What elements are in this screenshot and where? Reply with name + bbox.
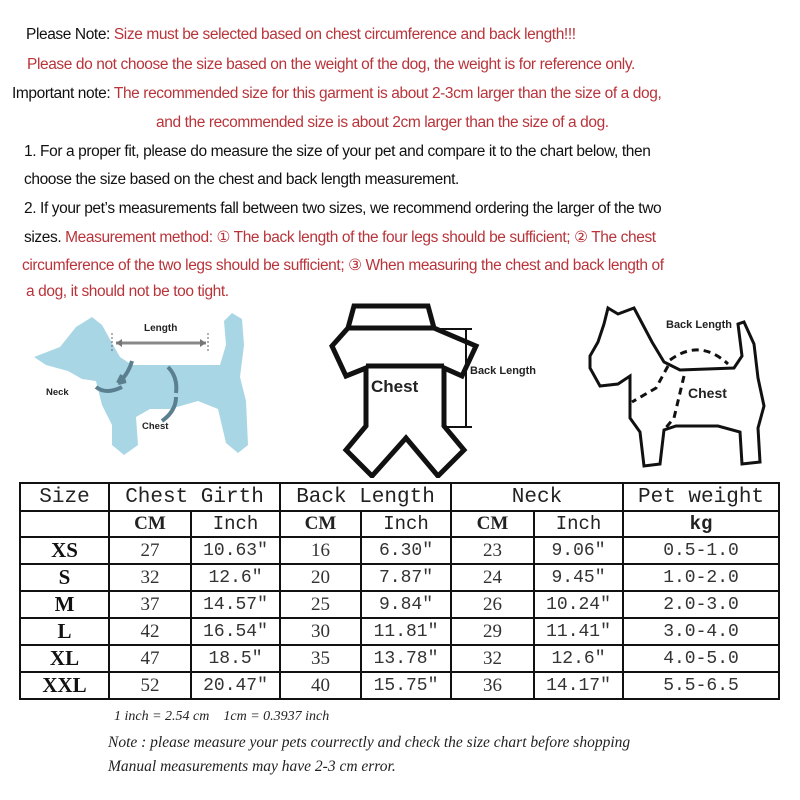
- back-inch-cell: 11.81″: [361, 618, 451, 645]
- size-cell: L: [20, 618, 109, 645]
- instruction-1a: 1. For a proper fit, please do measure the size of your pet and compare it to the chart below, then: [24, 143, 651, 160]
- size-cell: XL: [20, 645, 109, 672]
- note-line-4: and the recommended size is about 2cm larger than the size of a dog.: [156, 114, 609, 131]
- dog-outline: [590, 308, 764, 466]
- length-label: Length: [144, 323, 178, 334]
- header-back-length: Back Length: [280, 483, 451, 511]
- chest-inch-cell: 14.57″: [191, 591, 280, 618]
- instruction-1b: choose the size based on the chest and back length measurement.: [24, 171, 459, 188]
- neck-cm-cell: 29: [451, 618, 534, 645]
- neck-inch-cell: 11.41″: [534, 618, 623, 645]
- back-cm-cell: 35: [280, 645, 361, 672]
- neck-inch-cell: 9.45″: [534, 564, 623, 591]
- header-chest-girth: Chest Girth: [109, 483, 280, 511]
- back-cm-cell: 40: [280, 672, 361, 699]
- size-cell: S: [20, 564, 109, 591]
- measurement-method-end: a dog, it should not be too tight.: [26, 283, 229, 300]
- table-row: [20, 564, 779, 591]
- weight-cell: 3.0-4.0: [623, 618, 779, 645]
- unit-back-inch: Inch: [361, 511, 451, 537]
- chest-cm-cell: 52: [109, 672, 191, 699]
- chest-cm-cell: 37: [109, 591, 191, 618]
- unit-chest-inch: Inch: [191, 511, 280, 537]
- weight-cell: 5.5-6.5: [623, 672, 779, 699]
- weight-cell: 0.5-1.0: [623, 537, 779, 564]
- dog-outline-diagram: [570, 298, 790, 478]
- note-line-2: Please do not choose the size based on the weight of the dog, the weight is for reference only.: [27, 56, 635, 73]
- unit-back-cm: CM: [280, 511, 361, 537]
- chest-inch-cell: 18.5″: [191, 645, 280, 672]
- unit-neck-cm: CM: [451, 511, 534, 537]
- size-chart-table: [19, 482, 780, 700]
- header-pet-weight: Pet weight: [623, 483, 779, 511]
- table-row: [20, 672, 779, 699]
- back-inch-cell: 13.78″: [361, 645, 451, 672]
- dog-measurement-photo: [20, 305, 260, 465]
- chest-inch-cell: 20.47″: [191, 672, 280, 699]
- chest-inch-cell: 16.54″: [191, 618, 280, 645]
- chest-cm-cell: 42: [109, 618, 191, 645]
- unit-blank: [20, 511, 109, 537]
- size-cell: XS: [20, 537, 109, 564]
- chest-label: Chest: [371, 377, 419, 396]
- unit-weight-kg: kg: [623, 511, 779, 537]
- instruction-2b: [24, 228, 656, 247]
- table-row: [20, 591, 779, 618]
- neck-cm-cell: 26: [451, 591, 534, 618]
- back-inch-cell: 9.84″: [361, 591, 451, 618]
- unit-chest-cm: CM: [109, 511, 191, 537]
- note-line-1: [26, 26, 576, 44]
- back-length-label: Back Length: [666, 319, 733, 331]
- chest-inch-cell: 12.6″: [191, 564, 280, 591]
- table-row: [20, 537, 779, 564]
- header-size: Size: [20, 483, 109, 511]
- back-inch-cell: 6.30″: [361, 537, 451, 564]
- size-cell: M: [20, 591, 109, 618]
- neck-cm-cell: 24: [451, 564, 534, 591]
- note-text: Size must be selected based on chest circumference and back length!!!: [109, 26, 576, 43]
- back-inch-cell: 15.75″: [361, 672, 451, 699]
- chest-cm-cell: 27: [109, 537, 191, 564]
- header-neck: Neck: [451, 483, 623, 511]
- neck-inch-cell: 9.06″: [534, 537, 623, 564]
- unit-conversion: 1 inch = 2.54 cm 1cm = 0.3937 inch: [114, 709, 330, 724]
- size-cell: XXL: [20, 672, 109, 699]
- weight-cell: 1.0-2.0: [623, 564, 779, 591]
- table-unit-header-row: [20, 511, 779, 537]
- neck-label: Neck: [46, 387, 69, 398]
- back-cm-cell: 20: [280, 564, 361, 591]
- neck-cm-cell: 23: [451, 537, 534, 564]
- table-row: [20, 645, 779, 672]
- neck-cm-cell: 32: [451, 645, 534, 672]
- note-label: sizes.: [24, 229, 62, 246]
- chest-label: Chest: [688, 385, 727, 401]
- note-label: Please Note:: [26, 26, 110, 43]
- weight-cell: 2.0-3.0: [623, 591, 779, 618]
- weight-cell: 4.0-5.0: [623, 645, 779, 672]
- neck-inch-cell: 12.6″: [534, 645, 623, 672]
- note-text: The recommended size for this garment is about 2-3cm larger than the size of a dog,: [110, 85, 662, 102]
- unit-neck-inch: Inch: [534, 511, 623, 537]
- neck-inch-cell: 14.17″: [534, 672, 623, 699]
- measurement-method-cont: circumference of the two legs should be sufficient; ③ When measuring the chest and back length of: [22, 257, 664, 274]
- neck-inch-cell: 10.24″: [534, 591, 623, 618]
- back-cm-cell: 25: [280, 591, 361, 618]
- measure-note: Note : please measure your pets courrectly and check the size chart before shopping: [108, 734, 631, 751]
- instruction-2a: 2. If your pet’s measurements fall between two sizes, we recommend ordering the larger of the two: [24, 200, 662, 217]
- back-cm-cell: 16: [280, 537, 361, 564]
- neck-cm-cell: 36: [451, 672, 534, 699]
- table-row: [20, 618, 779, 645]
- measurement-method: Measurement method: ① The back length of the four legs should be sufficient; ② The chest: [61, 229, 656, 246]
- table-group-header-row: [20, 483, 779, 511]
- back-inch-cell: 7.87″: [361, 564, 451, 591]
- dog-silhouette: [34, 313, 248, 455]
- chest-label: Chest: [142, 421, 169, 432]
- garment-diagram: [310, 298, 550, 478]
- chest-cm-cell: 47: [109, 645, 191, 672]
- back-cm-cell: 30: [280, 618, 361, 645]
- error-note: Manual measurements may have 2-3 cm error.: [108, 758, 396, 775]
- back-length-label: Back Length: [470, 365, 537, 377]
- note-line-3: [12, 85, 661, 103]
- note-label: Important note:: [12, 85, 111, 102]
- chest-inch-cell: 10.63″: [191, 537, 280, 564]
- chest-cm-cell: 32: [109, 564, 191, 591]
